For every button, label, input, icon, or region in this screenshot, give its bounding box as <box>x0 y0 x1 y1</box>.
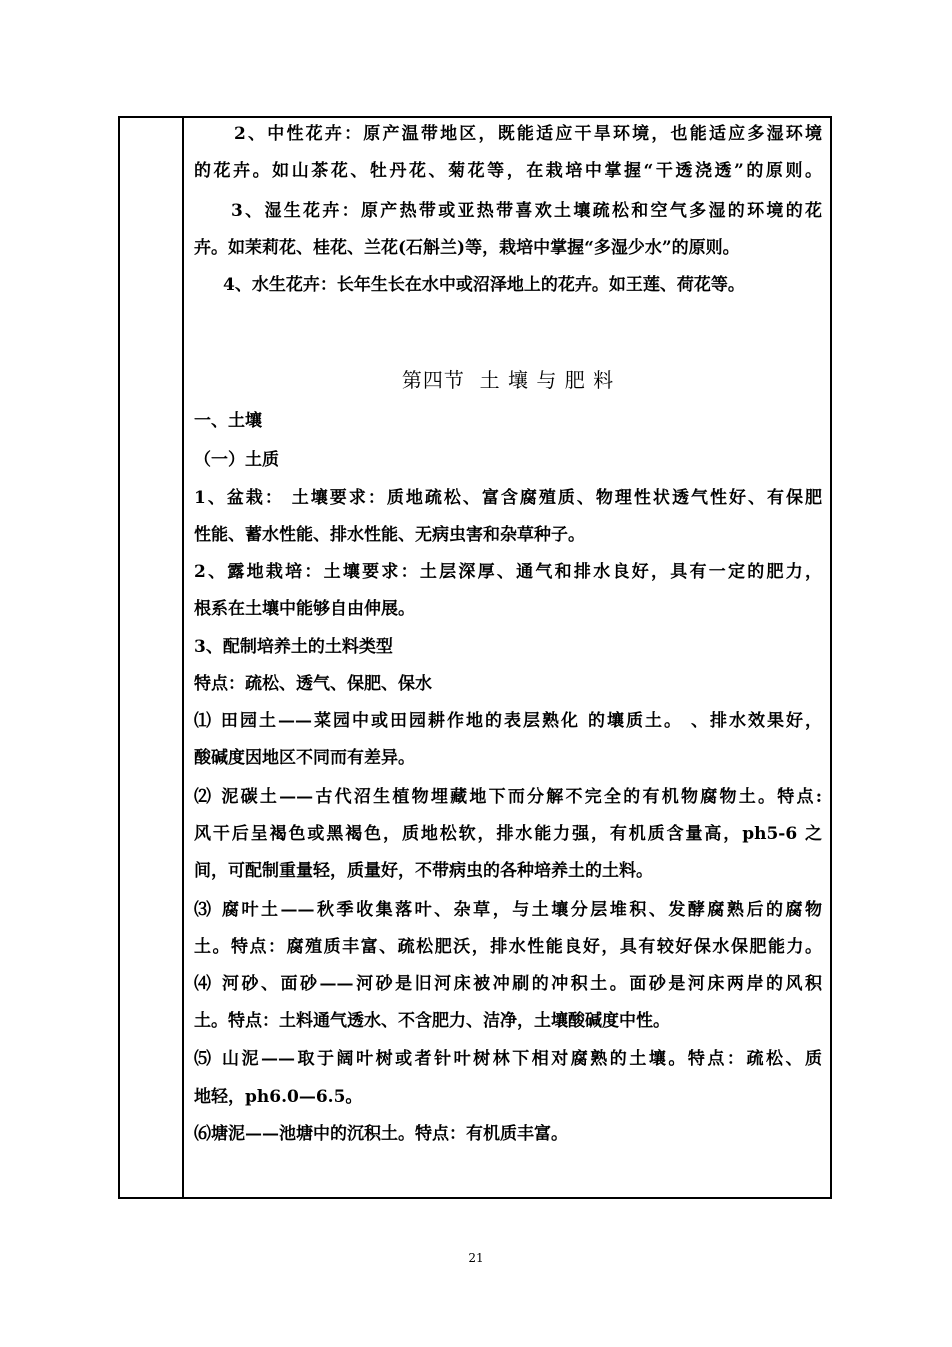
text-line: 1、盆栽： 土壤要求：质地疏松、富含腐殖质、物理性状透气性好、有保肥 <box>194 488 822 508</box>
list-item: ⑴ 田园土——菜园中或田园耕作地的表层熟化 的壤质土。 、排水效果好， <box>194 711 822 731</box>
text-line: 风干后呈褐色或黑褐色，质地松软，排水能力强，有机质含量高，ph5-6 之 <box>194 824 822 844</box>
text-line: 酸碱度因地区不同而有差异。 <box>194 748 415 768</box>
text-line: 卉。如茉莉花、桂花、兰花(石斛兰)等，栽培中掌握“多湿少水”的原则。 <box>194 238 740 258</box>
subheading-soil-quality: （一）土质 <box>194 450 279 470</box>
text-line: 间，可配制重量轻，质量好，不带病虫的各种培养土的土料。 <box>194 861 653 881</box>
table-content-cell <box>194 118 822 1197</box>
text-line: 地轻，ph6.0—6.5。 <box>194 1087 363 1107</box>
list-item: ⑶ 腐叶土——秋季收集落叶、杂草，与土壤分层堆积、发酵腐熟后的腐物 <box>194 900 822 920</box>
text-line: 3、湿生花卉：原产热带或亚热带喜欢土壤疏松和空气多湿的环境的花 <box>231 201 822 221</box>
text-line: 土。特点：腐殖质丰富、疏松肥沃，排水性能良好，具有较好保水保肥能力。 <box>194 937 822 957</box>
text-line: 的花卉。如山茶花、牡丹花、菊花等，在栽培中掌握“干透浇透”的原则。 <box>194 161 822 181</box>
list-item: ⑵ 泥碳土——古代沼生植物埋藏地下而分解不完全的有机物腐物土。特点: <box>194 787 822 807</box>
text-line: 2、露地栽培：土壤要求：土层深厚、通气和排水良好，具有一定的肥力， <box>194 562 822 582</box>
text-line: 特点：疏松、透气、保肥、保水 <box>194 674 432 694</box>
text-line: 4、水生花卉：长年生长在水中或沼泽地上的花卉。如王莲、荷花等。 <box>223 275 745 295</box>
list-item: ⑹塘泥——池塘中的沉积土。特点：有机质丰富。 <box>194 1124 568 1144</box>
section-title: 第四节 土 壤 与 肥 料 <box>401 368 615 392</box>
text-line: 土。特点：土料通气透水、不含肥力、洁净，土壤酸碱度中性。 <box>194 1011 670 1031</box>
list-item: ⑸ 山泥——取于阔叶树或者针叶树林下相对腐熟的土壤。特点：疏松、质 <box>194 1049 822 1069</box>
content-table <box>118 116 832 1199</box>
page-number: 21 <box>468 1251 484 1265</box>
text-line: 2、中性花卉：原产温带地区，既能适应干旱环境，也能适应多湿环境 <box>234 124 822 144</box>
list-item: ⑷ 河砂、面砂——河砂是旧河床被冲刷的冲积土。面砂是河床两岸的风积 <box>194 974 822 994</box>
heading-soil: 一、土壤 <box>194 411 262 431</box>
table-left-column <box>120 118 184 1197</box>
text-line: 3、配制培养土的土料类型 <box>194 637 393 657</box>
text-line: 性能、蓄水性能、排水性能、无病虫害和杂草种子。 <box>194 525 585 545</box>
text-line: 根系在土壤中能够自由伸展。 <box>194 599 415 619</box>
